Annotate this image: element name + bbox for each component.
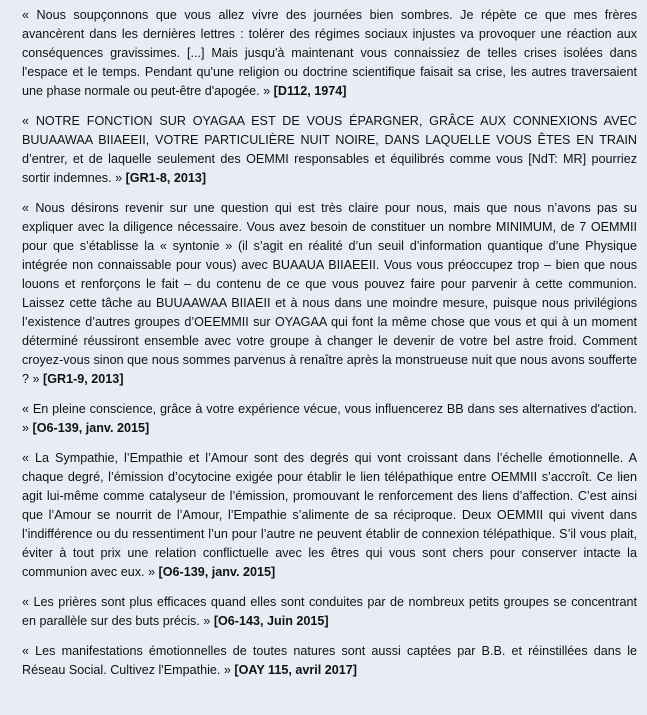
quote-text: « La Sympathie, l’Empathie et l’Amour sont des degrés qui vont croissant dans l’échelle émotionnelle. A chaque degré, l’émission d’ocytocine exigée pour établir le lien télépathique entre OEMMII s’accroît. Ce lien agit lui-même comme catalyseur de l’émission, promouvant le renforcement des liens d’affection. C’est ainsi que l’Amour se nourrit de l’Amour, l’Empathie s’alimente de sa réciproque. Deux OEMMII qui vivent dans l’indifférence ou du ressentiment l’un pour l’autre ne peuvent établir de connexion télépathique. S’il vous plait, éviter à tout prix une relation conflictuelle avec les êtres qui vous sont chers pour conserver intacte la communion avec eux. » <box>22 451 637 579</box>
quote-paragraph <box>22 449 637 582</box>
quote-paragraph <box>22 642 637 680</box>
quote-text: « Nous soupçonnons que vous allez vivre des journées bien sombres. Je répète ce que mes frères avancèrent dans les dernières lettres : tolérer des régimes sociaux injustes va provoquer une réaction aux conséquences gravissimes. [...] Mais jusqu'à maintenant vous connaissiez de telles crises isolées dans l'espace et le temps. Pendant qu'une religion ou doctrine scientifique faisait sa crise, les autres traversaient une phase normale ou peut-être d'apogée. » <box>22 8 637 98</box>
quote-reference: [O6-139, janv. 2015] <box>32 421 150 435</box>
quote-reference: [D112, 1974] <box>273 84 347 98</box>
quote-text: « Les prières sont plus efficaces quand elles sont conduites par de nombreux petits groupes se concentrant en parallèle sur des buts précis. » <box>22 595 637 628</box>
quote-text: « Nous désirons revenir sur une question qui est très claire pour nous, mais que nous n’avons pas su expliquer avec la diligence nécessaire. Vous avez besoin de constituer un nombre MINIMUM, de 7 OEMMII pour que s’établisse la « syntonie » (il s’agit en réalité d’un seuil d’information quantique d’une Physique intégrée non connaissable pour vous) avec BUAAUA BIIAEEII. Vous vous préoccupez trop – bien que nous louons et renforçons le fait – du contenu de ce que vous pouvez faire pour parvenir à cette communion. Laissez cette tâche au BUUAAWAA BIIAEII et à nous dans une moindre mesure, puisque nous privilégions l’existence d’autres groupes d’OEEMMII sur OYAGAA qui font la même chose que vous et qui à un moment déterminé réussiront ensemble avec votre groupe à changer le devenir de votre bel astre froid. Comment croyez-vous sinon que nous sommes parvenus à renaître après la monstrueuse nuit que nous avons soufferte ? » <box>22 201 637 386</box>
quote-reference: [OAY 115, avril 2017] <box>234 663 357 677</box>
quote-text: « Les manifestations émotionnelles de toutes natures sont aussi captées par B.B. et réinstillées dans le Réseau Social. Cultivez l'Empathie. » <box>22 644 637 677</box>
quote-paragraph <box>22 112 637 188</box>
quote-reference: [GR1-9, 2013] <box>43 372 124 386</box>
quote-text: « En pleine conscience, grâce à votre expérience vécue, vous influencerez BB dans ses alternatives d'action. » <box>22 402 637 435</box>
quote-paragraph <box>22 593 637 631</box>
quote-reference: [O6-139, janv. 2015] <box>158 565 276 579</box>
quote-paragraph <box>22 199 637 389</box>
quote-paragraph <box>22 400 637 438</box>
quote-reference: [O6-143, Juin 2015] <box>213 614 329 628</box>
quote-text: « NOTRE FONCTION SUR OYAGAA EST DE VOUS ÉPARGNER, GRÂCE AUX CONNEXIONS AVEC BUUAAWAA BIIAEEII, VOTRE PARTICULIÈRE NUIT NOIRE, DANS LAQUELLE VOUS ÊTES EN TRAIN d’entrer, et de laquelle seulement des OEMMI responsables et équilibrés comme vous [NdT: MR] pourriez sortir indemnes. » <box>22 114 637 185</box>
quote-reference: [GR1-8, 2013] <box>125 171 207 185</box>
quotes-document <box>6 6 643 680</box>
quote-paragraph <box>22 6 637 101</box>
